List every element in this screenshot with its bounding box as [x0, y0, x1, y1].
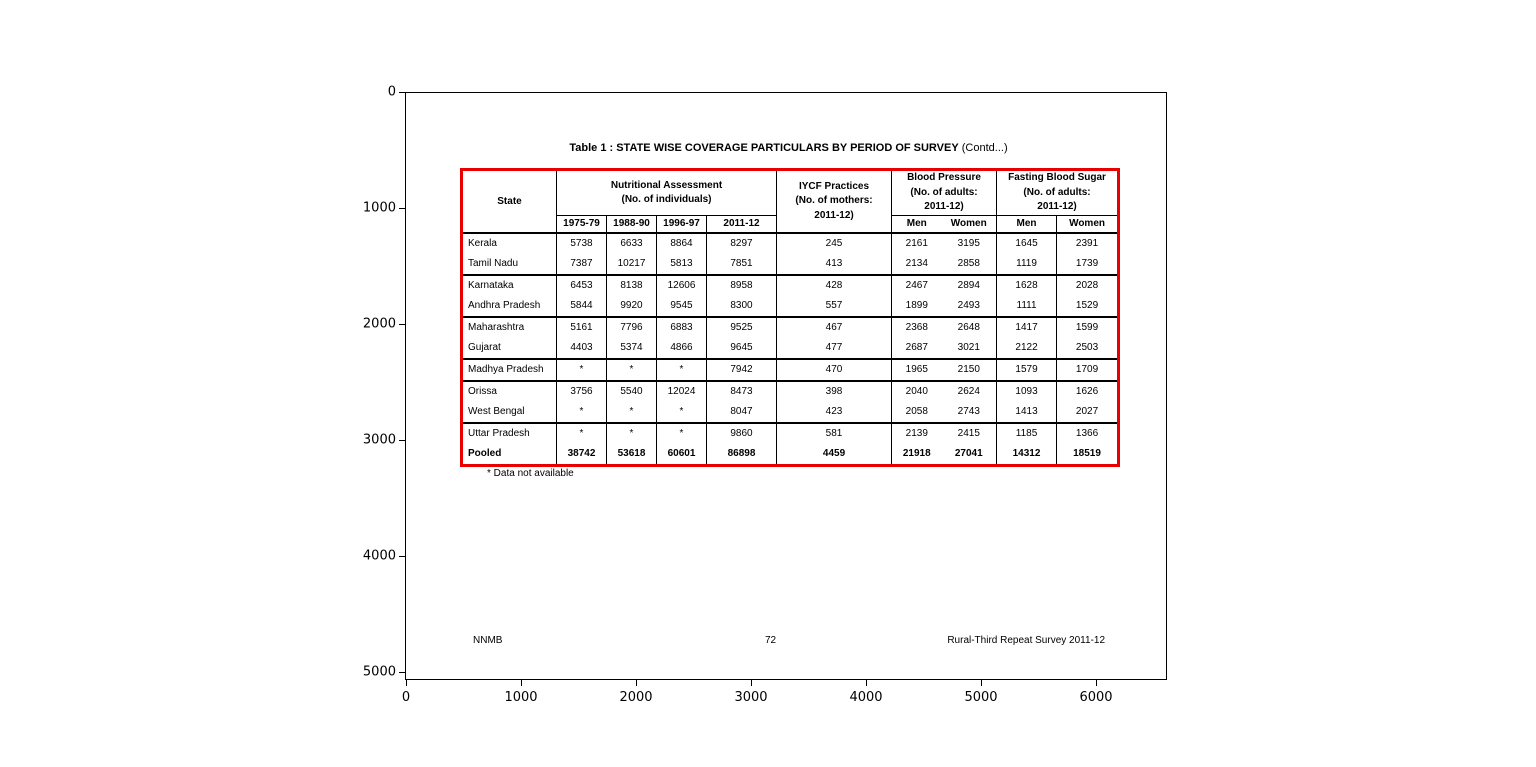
value-cell: 18519	[1057, 444, 1119, 466]
col-header-1988-90: 1988-90	[607, 216, 657, 233]
value-cell: 60601	[657, 444, 707, 466]
value-cell: 21918	[892, 444, 942, 466]
value-cell: 5813	[657, 254, 707, 275]
col-header-state: State	[462, 170, 557, 233]
value-cell: 2150	[942, 359, 997, 381]
table-title-contd: (Contd...)	[961, 142, 1008, 154]
col-header-nutritional-assessment: Nutritional Assessment (No. of individuals)	[557, 170, 777, 216]
value-cell: 1739	[1057, 254, 1119, 275]
y-axis-tick-label: 5000	[362, 664, 396, 680]
value-cell: 2134	[892, 254, 942, 275]
table-row	[462, 423, 1119, 444]
value-cell: 8138	[607, 275, 657, 296]
footer-source-label: NNMB	[473, 635, 503, 646]
state-cell: Pooled	[468, 448, 502, 459]
value-cell: 4403	[557, 338, 607, 359]
value-cell: 557	[777, 296, 892, 317]
value-cell: 7387	[557, 254, 607, 275]
table-row	[462, 296, 1119, 317]
state-cell: Maharashtra	[468, 322, 525, 333]
x-axis-tick-mark	[406, 680, 407, 686]
footer-survey-label: Rural-Third Repeat Survey 2011-12	[947, 635, 1105, 646]
value-cell: 53618	[607, 444, 657, 466]
value-cell: 1111	[997, 296, 1057, 317]
value-cell: 2028	[1057, 275, 1119, 296]
value-cell: *	[557, 423, 607, 444]
table-row	[462, 338, 1119, 359]
col-header-bp-women: Women	[942, 216, 997, 233]
value-cell: 5540	[607, 381, 657, 402]
x-axis-tick-mark	[751, 680, 752, 686]
value-cell: 1366	[1057, 423, 1119, 444]
x-axis-tick-mark	[866, 680, 867, 686]
value-cell: *	[657, 359, 707, 381]
col-header-1975-79: 1975-79	[557, 216, 607, 233]
table-row	[462, 233, 1119, 254]
value-cell: 14312	[997, 444, 1057, 466]
value-cell: 2687	[892, 338, 942, 359]
col-header-blood-pressure: Blood Pressure (No. of adults: 2011-12)	[892, 170, 997, 216]
value-cell: 6453	[557, 275, 607, 296]
y-axis-tick-label: 3000	[362, 432, 396, 448]
x-axis-tick-label: 5000	[964, 690, 998, 705]
value-cell: 245	[777, 233, 892, 254]
header-row-groups	[462, 170, 1119, 216]
table-row	[462, 444, 1119, 466]
value-cell: *	[607, 359, 657, 381]
value-cell: 3756	[557, 381, 607, 402]
value-cell: 2122	[997, 338, 1057, 359]
value-cell: 8300	[707, 296, 777, 317]
x-axis-tick-mark	[636, 680, 637, 686]
value-cell: *	[557, 402, 607, 423]
value-cell: 8047	[707, 402, 777, 423]
value-cell: *	[607, 423, 657, 444]
y-axis-tick-label: 1000	[362, 200, 396, 216]
state-cell: Uttar Pradesh	[468, 428, 530, 439]
state-cell: West Bengal	[462, 402, 557, 423]
value-cell: 423	[777, 402, 892, 423]
value-cell: 1119	[997, 254, 1057, 275]
value-cell: 1529	[1057, 296, 1119, 317]
value-cell: 1413	[997, 402, 1057, 423]
value-cell: 1579	[997, 359, 1057, 381]
value-cell: 6633	[607, 233, 657, 254]
value-cell: 1645	[997, 233, 1057, 254]
value-cell: 2648	[957, 322, 980, 333]
footnote-data-not-available: * Data not available	[487, 468, 574, 479]
page-number: 72	[765, 635, 777, 646]
value-cell: 12606	[657, 275, 707, 296]
value-cell: 477	[777, 338, 892, 359]
col-header-fbs-women: Women	[1057, 216, 1119, 233]
value-cell: 4459	[777, 444, 892, 466]
value-cell: 1626	[1057, 381, 1119, 402]
value-cell: 1599	[1057, 317, 1119, 338]
value-cell: 428	[777, 275, 892, 296]
value-cell: 9525	[707, 317, 777, 338]
coverage-table-wrapper	[460, 168, 1120, 467]
value-cell: 2139	[892, 423, 942, 444]
value-cell: 5161	[557, 317, 607, 338]
col-header-2011-12: 2011-12	[707, 216, 777, 233]
state-cell: Karnataka	[468, 280, 514, 291]
value-cell: 9860	[707, 423, 777, 444]
y-axis-tick-label: 4000	[362, 548, 396, 564]
table-row	[462, 254, 1119, 275]
table-row	[462, 275, 1119, 296]
table-row	[462, 317, 1119, 338]
value-cell: 5374	[607, 338, 657, 359]
x-axis-tick-label: 3000	[734, 690, 768, 705]
value-cell: 3195	[957, 238, 980, 249]
col-header-iycf-practices: IYCF Practices (No. of mothers: 2011-12)	[777, 170, 892, 233]
value-cell: 413	[777, 254, 892, 275]
x-axis-tick-mark	[1096, 680, 1097, 686]
table-title-main: Table 1 : STATE WISE COVERAGE PARTICULARS BY PERIOD OF SURVEY	[569, 142, 959, 154]
table-title	[460, 142, 1117, 154]
value-cell: 38742	[557, 444, 607, 466]
col-header-fbs-men: Men	[997, 216, 1057, 233]
value-cell: 12024	[657, 381, 707, 402]
value-cell: 1417	[997, 317, 1057, 338]
value-cell: 3021	[942, 338, 997, 359]
x-axis-tick-label: 2000	[619, 690, 653, 705]
value-cell: 7851	[707, 254, 777, 275]
value-cell: 10217	[607, 254, 657, 275]
value-cell: 8473	[707, 381, 777, 402]
value-cell: 2493	[942, 296, 997, 317]
value-cell: 27041	[954, 448, 983, 459]
y-axis-tick-label: 2000	[362, 316, 396, 332]
value-cell: 4866	[657, 338, 707, 359]
value-cell: 1965	[892, 359, 942, 381]
value-cell: 8297	[707, 233, 777, 254]
value-cell: 2161	[892, 233, 942, 254]
value-cell: 7942	[707, 359, 777, 381]
value-cell: 7796	[607, 317, 657, 338]
table-row	[462, 359, 1119, 381]
y-axis-tick-label: 0	[387, 84, 396, 100]
x-axis-tick-label: 4000	[849, 690, 883, 705]
value-cell: 2503	[1057, 338, 1119, 359]
value-cell: 1093	[997, 381, 1057, 402]
value-cell: 9545	[657, 296, 707, 317]
value-cell: *	[607, 402, 657, 423]
x-axis-tick-mark	[981, 680, 982, 686]
table-row	[462, 381, 1119, 402]
value-cell: 398	[777, 381, 892, 402]
state-cell: Tamil Nadu	[462, 254, 557, 275]
state-cell: Andhra Pradesh	[462, 296, 557, 317]
value-cell: 2027	[1057, 402, 1119, 423]
value-cell: 2624	[957, 386, 980, 397]
value-cell: 1899	[892, 296, 942, 317]
x-axis-tick-label: 0	[401, 690, 411, 705]
value-cell: 1628	[997, 275, 1057, 296]
value-cell: 8958	[707, 275, 777, 296]
x-axis-tick-label: 6000	[1079, 690, 1113, 705]
value-cell: 1709	[1057, 359, 1119, 381]
value-cell: 2040	[892, 381, 942, 402]
value-cell: *	[557, 359, 607, 381]
value-cell: 2894	[957, 280, 980, 291]
value-cell: 467	[777, 317, 892, 338]
value-cell: 581	[777, 423, 892, 444]
document-page	[405, 92, 1167, 680]
value-cell: 2058	[892, 402, 942, 423]
value-cell: *	[657, 423, 707, 444]
value-cell: 86898	[707, 444, 777, 466]
coverage-table	[460, 168, 1120, 467]
state-cell: Gujarat	[462, 338, 557, 359]
col-header-1996-97: 1996-97	[657, 216, 707, 233]
value-cell: 2368	[892, 317, 942, 338]
col-header-bp-men: Men	[892, 216, 942, 233]
value-cell: 1185	[997, 423, 1057, 444]
value-cell: 6883	[657, 317, 707, 338]
x-axis-tick-label: 1000	[504, 690, 538, 705]
value-cell: 2858	[942, 254, 997, 275]
value-cell: 2391	[1057, 233, 1119, 254]
value-cell: 5738	[557, 233, 607, 254]
state-cell: Madhya Pradesh	[462, 359, 557, 381]
value-cell: 2743	[942, 402, 997, 423]
x-axis-tick-mark	[521, 680, 522, 686]
value-cell: 2415	[957, 428, 980, 439]
value-cell: 8864	[657, 233, 707, 254]
value-cell: 2467	[892, 275, 942, 296]
value-cell: 9920	[607, 296, 657, 317]
state-cell: Kerala	[468, 238, 497, 249]
col-header-fasting-blood-sugar: Fasting Blood Sugar (No. of adults: 2011-12)	[997, 170, 1119, 216]
state-cell: Orissa	[468, 386, 497, 397]
value-cell: *	[657, 402, 707, 423]
value-cell: 470	[777, 359, 892, 381]
value-cell: 5844	[557, 296, 607, 317]
table-row	[462, 402, 1119, 423]
value-cell: 9645	[707, 338, 777, 359]
